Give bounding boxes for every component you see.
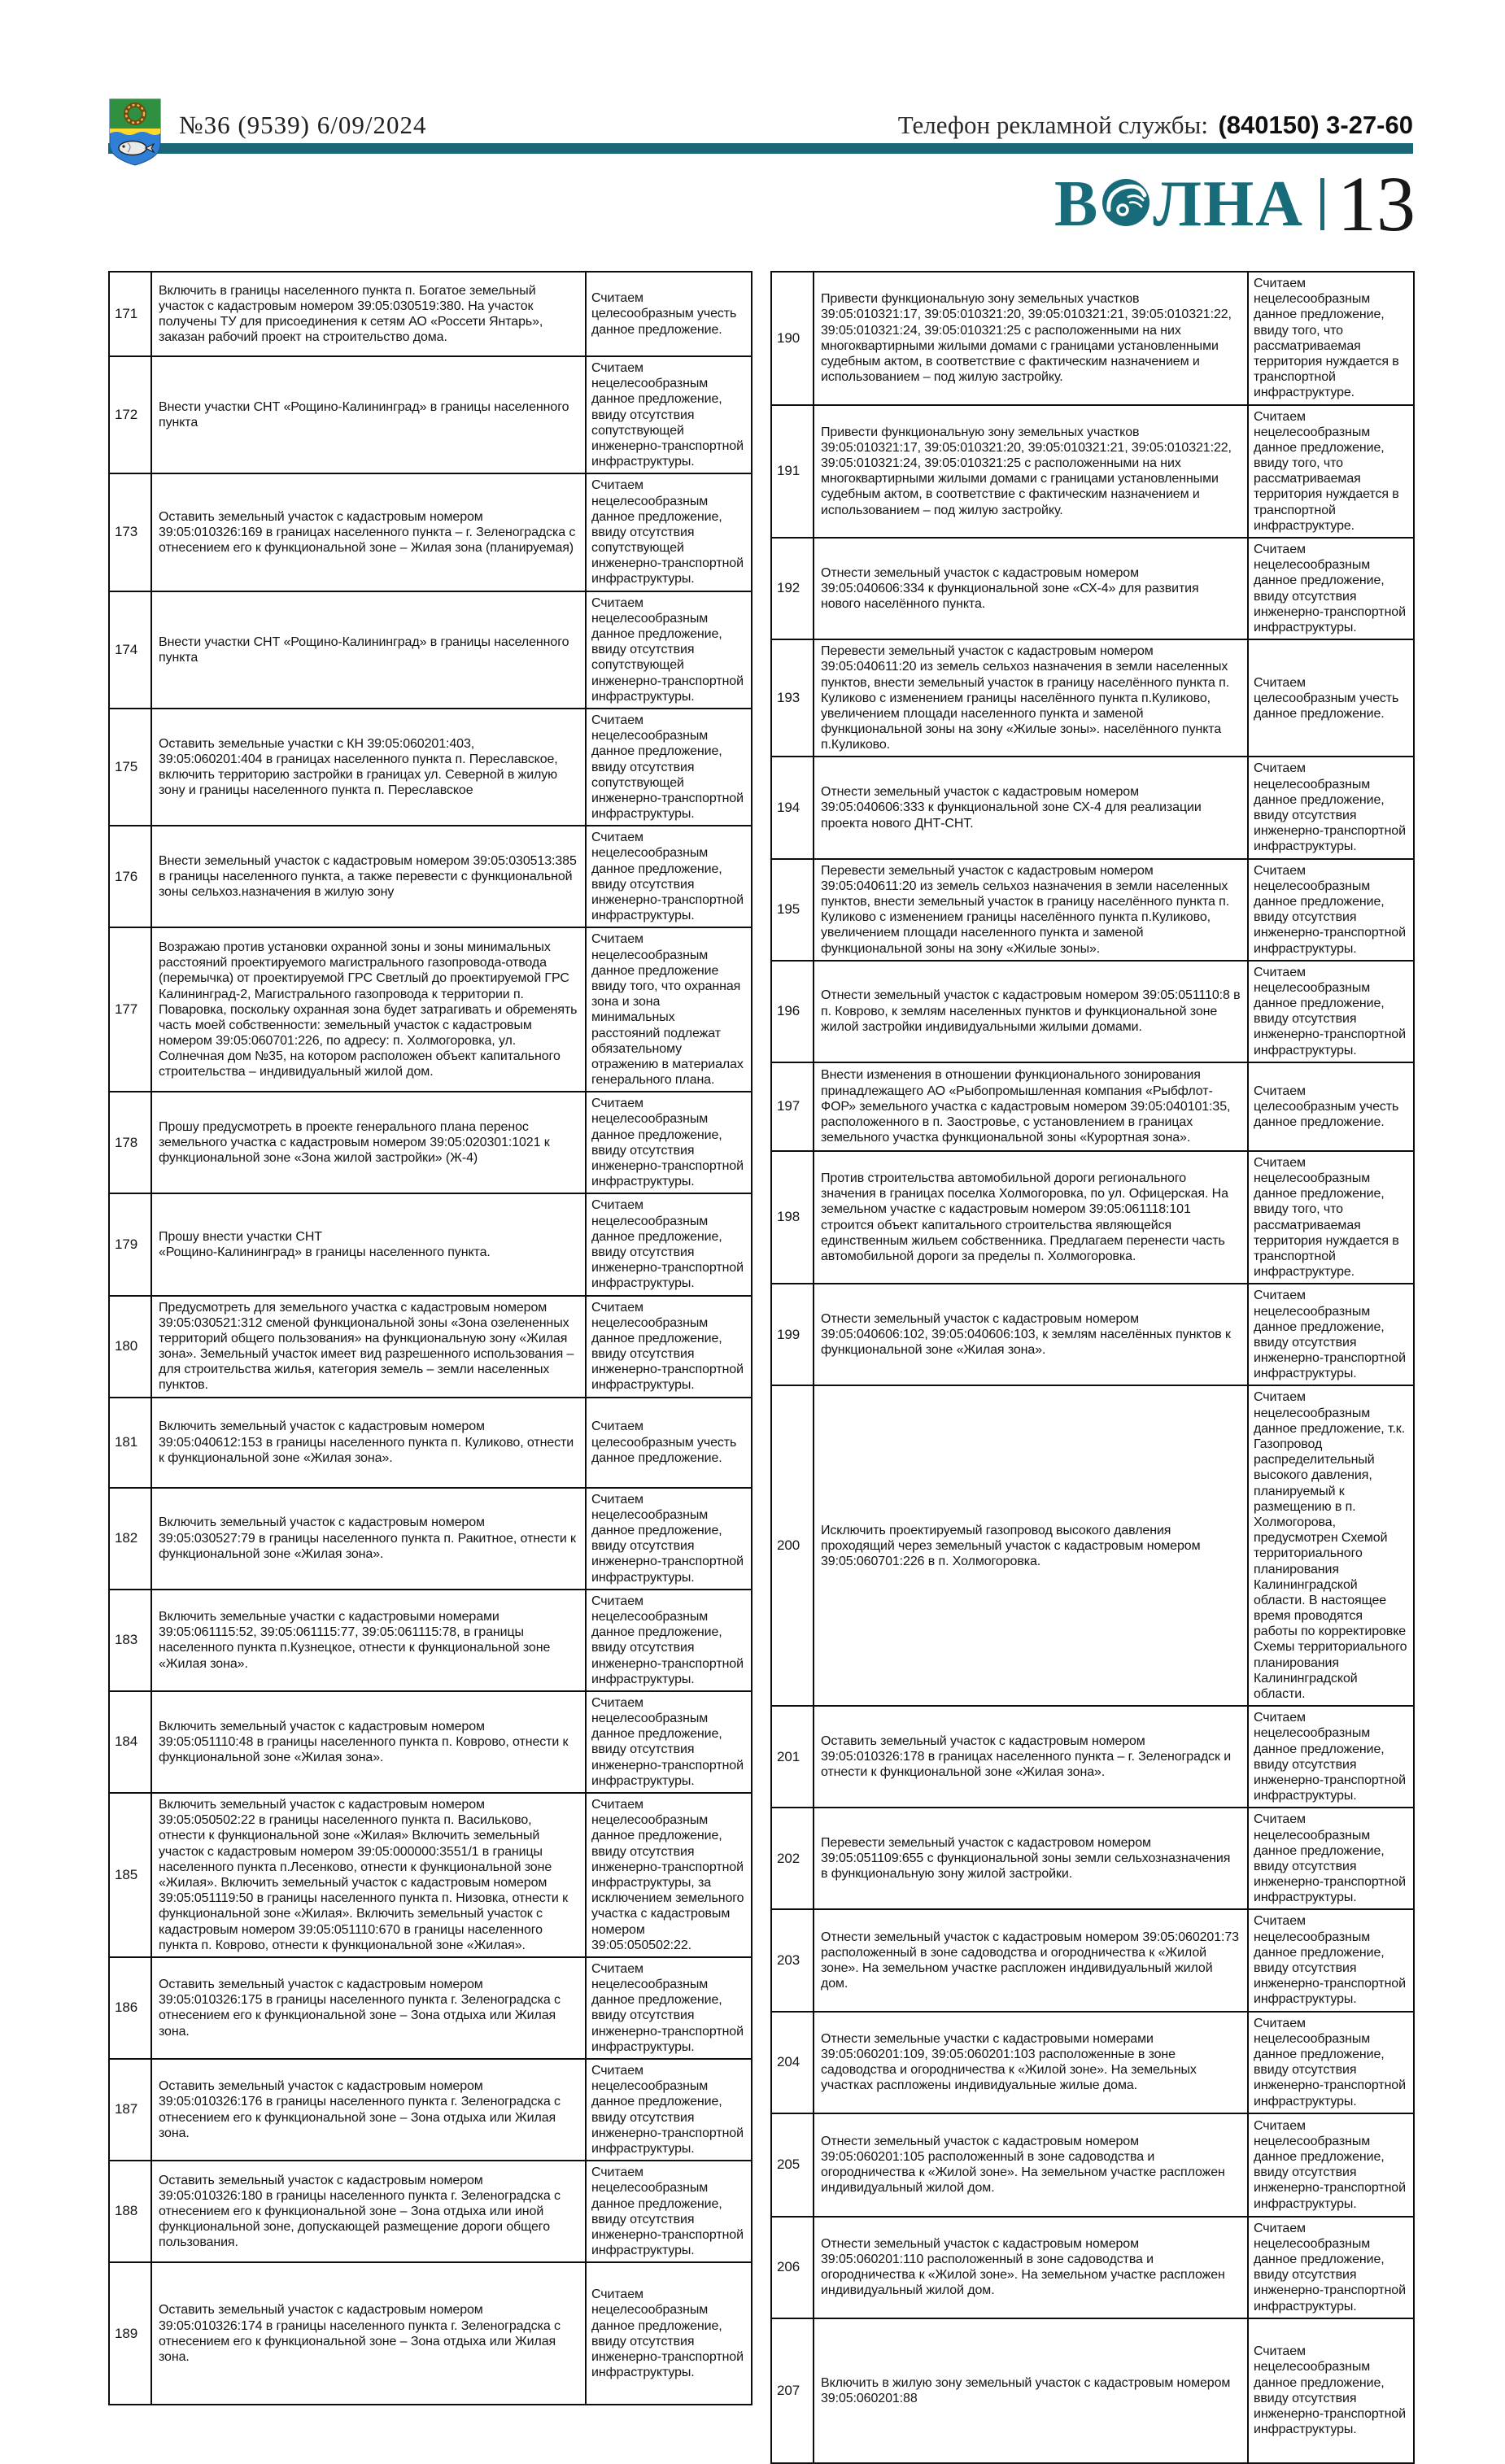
table-row (771, 1808, 1414, 1909)
logo-text-suffix: ЛНА (1153, 168, 1304, 240)
commission-response: Считаем нецелесообразным данное предложение, ввиду отсутствия инженерно-транспортной инфраструктуры, за исключением земельного участка с кадастровым номером 39:05:050502:22. (586, 1793, 752, 1957)
proposal-text: Привести функциональную зону земельных участков 39:05:010321:17, 39:05:010321:20, 39:05:010321:21, 39:05:010321:22, 39:05:010321:24, 39:05:010321:25 с расположенными на них многоквартирными жилыми домами с границами установленными судебным актом, в соответствие с фактическим назначением и использованием – под жилую застройку. (814, 405, 1248, 539)
commission-response: Считаем нецелесообразным данное предложение, ввиду того, что рассматриваемая территория нуждается в транспортной инфраструктуре. (1248, 272, 1414, 405)
row-number: 177 (109, 927, 151, 1092)
proposal-text: Отнести земельные участки с кадастровыми номерами 39:05:060201:109, 39:05:060201:103 расположенные в зоне садоводства и огородничества к «Жилой зоне». На земельных участках распложены индивидуальные жилые дома. (814, 2012, 1248, 2113)
table-row (109, 356, 752, 473)
table-row (771, 272, 1414, 405)
commission-response: Считаем целесообразным учесть данное предложение. (586, 1398, 752, 1488)
newspaper-logo (1054, 168, 1304, 240)
wave-icon (1101, 174, 1151, 239)
ad-phone-number: (840150) 3-27-60 (1218, 111, 1413, 139)
commission-response: Считаем нецелесообразным данное предложение, ввиду отсутствия инженерно-транспортной инфраструктуры. (586, 1488, 752, 1590)
table-row (771, 859, 1414, 961)
ad-phone-line (898, 111, 1413, 140)
proposal-text: Включить земельный участок с кадастровым номером 39:05:030527:79 в границы населенного пункта п. Ракитное, отнести к функциональной зоне «Жилая зона». (151, 1488, 586, 1590)
table-row (109, 591, 752, 709)
commission-response: Считаем нецелесообразным данное предложение, ввиду отсутствия инженерно-транспортной инфраструктуры. (1248, 1706, 1414, 1808)
proposal-text: Перевести земельный участок с кадастровым номером 39:05:040611:20 из земель сельхоз назначения в земли населенных пунктов, внести земельный участок в границу населённого пункта п. Куликово с изменением границы населённого пункта п.Куликово, увеличением площади населенного пункта и заменой функциональной зоны на зону «Жилые зоны». населённого пункта п.Куликово. (814, 639, 1248, 757)
proposal-text: Возражаю против установки охранной зоны и зоны минимальных расстояний проектируемого магистрального газопровода-отвода (перемычка) от проектируемой ГРС Светлый до проектируемой ГРС Калининград-2, Магистрального газопровода к территории п. Поваровка, поскольку охранная зона будет затрагивать и обременять часть моей собственности: земельный участок с кадастровым номером 39:05:060701:226, по адресу: п. Холмогоровка, ул. Солнечная дом №35, на котором расположен объект капитального строительства – индивидуальный жилой дом. (151, 927, 586, 1092)
commission-response: Считаем нецелесообразным данное предложение, т.к. Газопровод распределительный высокого давления, планируемый к размещению в п. Холмогорова, предусмотрен Схемой территориального планирования Калининградской области. В настоящее время проводятся работы по корректировке Схемы территориального планирования Калининградской области. (1248, 1385, 1414, 1706)
proposal-text: Включить в жилую зону земельный участок с кадастровым номером 39:05:060201:88 (814, 2318, 1248, 2463)
table-row (109, 927, 752, 1092)
row-number: 175 (109, 709, 151, 826)
row-number: 182 (109, 1488, 151, 1590)
commission-response: Считаем нецелесообразным данное предложение, ввиду отсутствия инженерно-транспортной инфраструктуры. (586, 1296, 752, 1398)
commission-response: Считаем нецелесообразным данное предложение, ввиду отсутствия инженерно-транспортной инфраструктуры. (1248, 2113, 1414, 2217)
logo-page-separator (1320, 178, 1324, 230)
proposal-text: Отнести земельный участок с кадастровым номером 39:05:060201:73 расположенный в зоне садоводства и огородничества к «Жилой зоне». На земельном участке распложен индивидуальный жилой дом. (814, 1909, 1248, 2011)
table-row (771, 405, 1414, 539)
proposals-table-left (108, 271, 752, 2405)
commission-response: Считаем нецелесообразным данное предложение, ввиду отсутствия инженерно-транспортной инфраструктуры. (1248, 1808, 1414, 1909)
table-row (771, 2217, 1414, 2318)
row-number: 196 (771, 961, 814, 1062)
proposal-text: Оставить земельный участок с кадастровым номером 39:05:010326:176 в границы населенного пункта г. Зеленоградска с отнесением его к функциональной зоне – Зона отдыха или Жилая зона. (151, 2059, 586, 2161)
row-number: 186 (109, 1957, 151, 2059)
commission-response: Считаем нецелесообразным данное предложение, ввиду того, что рассматриваемая территория нуждается в транспортной инфраструктуре. (1248, 405, 1414, 539)
commission-response: Считаем целесообразным учесть данное предложение. (1248, 1062, 1414, 1151)
table-row (771, 757, 1414, 858)
row-number: 173 (109, 473, 151, 591)
issue-number-date: №36 (9539) 6/09/2024 (179, 111, 427, 139)
commission-response: Считаем нецелесообразным данное предложение, ввиду отсутствия инженерно-транспортной инфраструктуры. (1248, 859, 1414, 961)
row-number: 195 (771, 859, 814, 961)
row-number: 199 (771, 1284, 814, 1385)
commission-response: Считаем нецелесообразным данное предложение, ввиду отсутствия инженерно-транспортной инфраструктуры. (1248, 757, 1414, 858)
table-row (771, 1706, 1414, 1808)
proposal-text: Оставить земельный участок с кадастровым номером 39:05:010326:178 в границах населенного пункта – г. Зеленоградск и отнести к функциональной зоне «Жилая зона». (814, 1706, 1248, 1808)
table-row (771, 961, 1414, 1062)
row-number: 204 (771, 2012, 814, 2113)
proposal-text: Внести участки СНТ «Рощино-Калининград» в границы населенного пункта (151, 356, 586, 473)
commission-response: Считаем нецелесообразным данное предложение, ввиду отсутствия инженерно-транспортной инфраструктуры. (1248, 538, 1414, 639)
row-number: 207 (771, 2318, 814, 2463)
proposal-text: Отнести земельный участок с кадастровым номером 39:05:051110:8 в п. Коврово, к землям населенных пунктов и функциональной зоне жилой застройки индивидуальными жилыми домами. (814, 961, 1248, 1062)
row-number: 185 (109, 1793, 151, 1957)
proposal-text: Прошу предусмотреть в проекте генерального плана перенос земельного участка с кадастровым номером 39:05:020301:1021 к функциональной зоне «Зона жилой застройки» (Ж-4) (151, 1092, 586, 1193)
row-number: 191 (771, 405, 814, 539)
proposal-text: Привести функциональную зону земельных участков 39:05:010321:17, 39:05:010321:20, 39:05:010321:21, 39:05:010321:22, 39:05:010321:24, 39:05:010321:25 с расположенными на них многоквартирными жилыми домами с границами установленными судебным актом, в соответствие с фактическим назначением и использованием – под жилую застройку. (814, 272, 1248, 405)
row-number: 184 (109, 1691, 151, 1793)
commission-response: Считаем нецелесообразным данное предложение, ввиду отсутствия инженерно-транспортной инфраструктуры. (586, 2161, 752, 2262)
proposal-text: Оставить земельный участок с кадастровым номером 39:05:010326:180 в границы населенного пункта г. Зеленоградска с отнесением его к функциональной зоне – Зона отдыха или иной функциональной зоне, допускающей размещение дороги общего пользования. (151, 2161, 586, 2262)
commission-response: Считаем нецелесообразным данное предложение, ввиду отсутствия сопутствующей инженерно-транспортной инфраструктуры. (586, 356, 752, 473)
proposal-text: Оставить земельные участки с КН 39:05:060201:403, 39:05:060201:404 в границах населенного пункта п. Переславское, включить территорию застройки в границах ул. Северной в жилую зону и границы населенного пункта п. Переславское (151, 709, 586, 826)
proposal-text: Внести изменения в отношении функционального зонирования принадлежащего АО «Рыбопромышленная компания «Рыбфлот-ФОР» земельного участка с кадастровым номером 39:05:040101:35, расположенного в п. Заостровье, с установлением в границах земельного участка функциональной зоны «Курортная зона». (814, 1062, 1248, 1151)
row-number: 194 (771, 757, 814, 858)
row-number: 203 (771, 1909, 814, 2011)
commission-response: Считаем нецелесообразным данное предложение, ввиду отсутствия инженерно-транспортной инфраструктуры. (586, 2059, 752, 2161)
table-row (109, 2161, 752, 2262)
commission-response: Считаем нецелесообразным данное предложение, ввиду отсутствия инженерно-транспортной инфраструктуры. (586, 826, 752, 927)
table-row (109, 2059, 752, 2161)
zelenogradsk-coat-of-arms-icon (108, 98, 162, 170)
table-row (109, 1193, 752, 1295)
row-number: 188 (109, 2161, 151, 2262)
table-row (109, 473, 752, 591)
row-number: 190 (771, 272, 814, 405)
row-number: 198 (771, 1151, 814, 1284)
commission-response: Считаем нецелесообразным данное предложение, ввиду отсутствия сопутствующей инженерно-транспортной инфраструктуры. (586, 473, 752, 591)
commission-response: Считаем нецелесообразным данное предложение, ввиду отсутствия инженерно-транспортной инфраструктуры. (1248, 1909, 1414, 2011)
proposal-text: Отнести земельный участок с кадастровым номером 39:05:040606:334 к функциональной зоне «СХ-4» для развития нового населённого пункта. (814, 538, 1248, 639)
table-row (771, 1385, 1414, 1706)
proposal-text: Перевести земельный участок с кадастровым номером 39:05:040611:20 из земель сельхоз назначения в земли населенных пунктов, внести земельный участок в границу населённого пункта п. Куликово с изменением границы населённого пункта п.Куликово, увеличением площади населенного пункта и заменой функциональной зоны на зону «Жилые зоны». (814, 859, 1248, 961)
table-row (771, 538, 1414, 639)
commission-response: Считаем нецелесообразным данное предложение, ввиду отсутствия инженерно-транспортной инфраструктуры. (586, 1193, 752, 1295)
masthead (1054, 160, 1416, 247)
table-row (109, 2262, 752, 2405)
table-row (109, 1957, 752, 2059)
proposal-text: Отнести земельный участок с кадастровым номером 39:05:040606:102, 39:05:040606:103, к землям населённых пунктов к функциональной зоне «Жилая зона». (814, 1284, 1248, 1385)
commission-response: Считаем нецелесообразным данное предложение, ввиду отсутствия инженерно-транспортной инфраструктуры. (1248, 2318, 1414, 2463)
commission-response: Считаем нецелесообразным данное предложение, ввиду отсутствия сопутствующей инженерно-транспортной инфраструктуры. (586, 591, 752, 709)
table-row (109, 1793, 752, 1957)
table-row (771, 1151, 1414, 1284)
table-row (771, 1909, 1414, 2011)
table-row (109, 1691, 752, 1793)
table-row (109, 826, 752, 927)
proposal-text: Внести участки СНТ «Рощино-Калининград» в границы населенного пункта (151, 591, 586, 709)
table-row (109, 1398, 752, 1488)
table-row (771, 639, 1414, 757)
row-number: 174 (109, 591, 151, 709)
proposal-text: Включить земельный участок с кадастровым номером 39:05:040612:153 в границы населенного пункта п. Куликово, отнести к функциональной зоне «Жилая зона». (151, 1398, 586, 1488)
table-row (771, 1284, 1414, 1385)
proposals-table-right (770, 271, 1415, 2464)
proposal-text: Предусмотреть для земельного участка с кадастровым номером 39:05:030521:312 сменой функциональной зоны «Зона озелененных территорий общего пользования» на функциональную зону «Жилая зона». Земельный участок имеет вид разрешенного использования – для строительства жилья, категория земель – земли населенных пунктов. (151, 1296, 586, 1398)
commission-response: Считаем нецелесообразным данное предложение, ввиду отсутствия инженерно-транспортной инфраструктуры. (1248, 961, 1414, 1062)
commission-response: Считаем нецелесообразным данное предложение, ввиду отсутствия инженерно-транспортной инфраструктуры. (586, 1590, 752, 1691)
commission-response: Считаем нецелесообразным данное предложение, ввиду отсутствия инженерно-транспортной инфраструктуры. (586, 2262, 752, 2405)
row-number: 202 (771, 1808, 814, 1909)
commission-response: Считаем нецелесообразным данное предложение, ввиду отсутствия сопутствующей инженерно-транспортной инфраструктуры. (586, 709, 752, 826)
proposal-text: Оставить земельный участок с кадастровым номером 39:05:010326:175 в границы населенного пункта г. Зеленоградска с отнесением его к функциональной зоне – Зона отдыха или Жилая зона. (151, 1957, 586, 2059)
page-number: 13 (1337, 160, 1416, 247)
row-number: 180 (109, 1296, 151, 1398)
commission-response: Считаем нецелесообразным данное предложение, ввиду того, что рассматриваемая территория нуждается в транспортной инфраструктуре. (1248, 1151, 1414, 1284)
header-divider-rule (108, 143, 1413, 154)
commission-response: Считаем целесообразным учесть данное предложение. (586, 272, 752, 356)
proposal-text: Оставить земельный участок с кадастровым номером 39:05:010326:174 в границы населенного пункта г. Зеленоградска с отнесением его к функциональной зоне – Зона отдыха или Жилая зона. (151, 2262, 586, 2405)
table-row (109, 1296, 752, 1398)
table-row (771, 2012, 1414, 2113)
commission-response: Считаем нецелесообразным данное предложение, ввиду отсутствия инженерно-транспортной инфраструктуры. (586, 1691, 752, 1793)
proposal-text: Отнести земельный участок с кадастровым номером 39:05:040606:333 к функциональной зоне СХ-4 для реализации проекта нового ДНТ-СНТ. (814, 757, 1248, 858)
table-row (109, 1590, 752, 1691)
row-number: 197 (771, 1062, 814, 1151)
proposal-text: Включить земельный участок с кадастровым номером 39:05:050502:22 в границы населенного пункта п. Васильково, отнести к функциональной зоне «Жилая» Включить земельный участок с кадастровым номером 39:05:000000:3551/1 в границы населенного пункта п.Лесенково, отнести к функциональной зоне «Жилая». Включить земельный участок с кадастровым номером 39:05:051119:50 в границы населенного пункта п. Низовка, отнести к функциональной зоне «Жилая». Включить земельный участок с кадастровым номером 39:05:051110:670 в границы населенного пункта п. Коврово, отнести к функциональной зоне «Жилая». (151, 1793, 586, 1957)
commission-response: Считаем нецелесообразным данное предложение, ввиду отсутствия инженерно-транспортной инфраструктуры. (1248, 1284, 1414, 1385)
row-number: 171 (109, 272, 151, 356)
row-number: 201 (771, 1706, 814, 1808)
row-number: 179 (109, 1193, 151, 1295)
proposal-text: Против строительства автомобильной дороги регионального значения в границах поселка Холмогоровка, по ул. Офицерская. На земельном участке с кадастровым номером 39:05:061118:101 строится объект капитального строительства являющейся единственным жильем собственника. Предлагаем перенести часть автомобильной дороги за пределы п. Холмогоровка. (814, 1151, 1248, 1284)
row-number: 176 (109, 826, 151, 927)
commission-response: Считаем нецелесообразным данное предложение, ввиду отсутствия инженерно-транспортной инфраструктуры. (1248, 2217, 1414, 2318)
table-row (109, 272, 752, 356)
row-number: 205 (771, 2113, 814, 2217)
row-number: 181 (109, 1398, 151, 1488)
table-row (771, 2113, 1414, 2217)
table-row (109, 1092, 752, 1193)
row-number: 193 (771, 639, 814, 757)
row-number: 187 (109, 2059, 151, 2161)
proposal-text: Включить земельный участок с кадастровым номером 39:05:051110:48 в границы населенного пункта п. Коврово, отнести к функциональной зоне «Жилая зона». (151, 1691, 586, 1793)
proposal-text: Отнести земельный участок с кадастровым номером 39:05:060201:105 расположенный в зоне садоводства и огородничества к «Жилой зоне». На земельном участке распложен индивидуальный жилой дом. (814, 2113, 1248, 2217)
table-row (109, 1488, 752, 1590)
proposal-text: Прошу внести участки СНТ «Рощино-Калининград» в границы населенного пункта. (151, 1193, 586, 1295)
row-number: 178 (109, 1092, 151, 1193)
row-number: 200 (771, 1385, 814, 1706)
commission-response: Считаем нецелесообразным данное предложение, ввиду отсутствия инженерно-транспортной инфраструктуры. (1248, 2012, 1414, 2113)
proposal-text: Включить земельные участки с кадастровыми номерами 39:05:061115:52, 39:05:061115:77, 39:05:061115:78, в границы населенного пункта п.Кузнецкое, отнести к функциональной зоне «Жилая зона». (151, 1590, 586, 1691)
commission-response: Считаем нецелесообразным данное предложение ввиду того, что охранная зона и зона минимальных расстояний подлежат обязательному отражению в материалах генерального плана. (586, 927, 752, 1092)
row-number: 189 (109, 2262, 151, 2405)
proposal-text: Включить в границы населенного пункта п. Богатое земельный участок с кадастровым номером 39:05:030519:380. На участок получены ТУ для присоединения к сетям АО «Россети Янтарь», заказан рабочий проект на строительство дома. (151, 272, 586, 356)
proposal-text: Перевести земельный участок с кадастровом номером 39:05:051109:655 с функциональной зоны земли сельхозназначения в функциональную зону жилой застройки. (814, 1808, 1248, 1909)
proposal-text: Отнести земельный участок с кадастровым номером 39:05:060201:110 расположенный в зоне садоводства и огородничества к «Жилой зоне». На земельном участке распложен индивидуальный жилой дом. (814, 2217, 1248, 2318)
commission-response: Считаем целесообразным учесть данное предложение. (1248, 639, 1414, 757)
ad-phone-label: Телефон рекламной службы: (897, 111, 1208, 139)
row-number: 206 (771, 2217, 814, 2318)
proposal-text: Внести земельный участок с кадастровым номером 39:05:030513:385 в границы населенного пункта, а также перевести с функциональной зоны сельхоз.назначения в жилую зону (151, 826, 586, 927)
table-row (109, 709, 752, 826)
table-row (771, 2318, 1414, 2463)
table-row (771, 1062, 1414, 1151)
proposal-text: Исключить проектируемый газопровод высокого давления проходящий через земельный участок с кадастровым номером 39:05:060701:226 в п. Холмогоровка. (814, 1385, 1248, 1706)
logo-text-prefix: В (1054, 168, 1100, 240)
row-number: 172 (109, 356, 151, 473)
commission-response: Считаем нецелесообразным данное предложение, ввиду отсутствия инженерно-транспортной инфраструктуры. (586, 1092, 752, 1193)
row-number: 183 (109, 1590, 151, 1691)
proposal-text: Оставить земельный участок с кадастровым номером 39:05:010326:169 в границах населенного пункта – г. Зеленоградска с отнесением его к функциональной зоне – Жилая зона (планируемая) (151, 473, 586, 591)
commission-response: Считаем нецелесообразным данное предложение, ввиду отсутствия инженерно-транспортной инфраструктуры. (586, 1957, 752, 2059)
row-number: 192 (771, 538, 814, 639)
